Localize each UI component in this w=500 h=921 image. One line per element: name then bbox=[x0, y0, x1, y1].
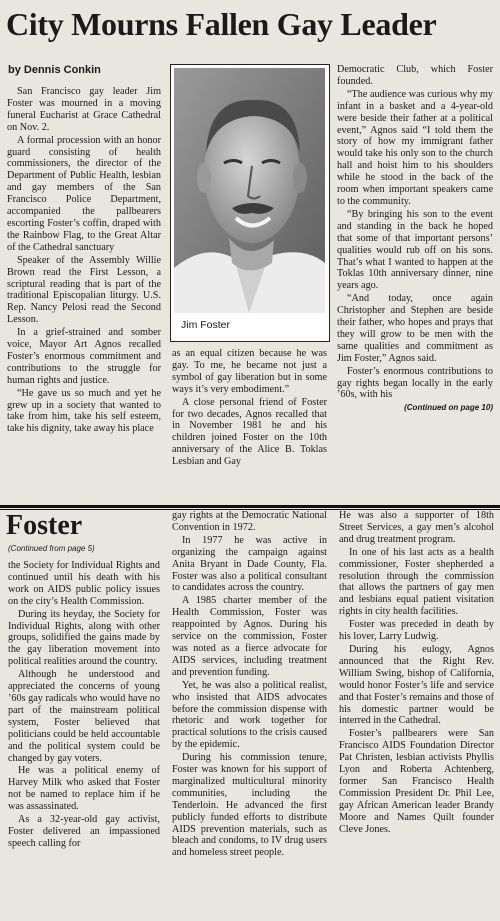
photo-frame bbox=[170, 64, 330, 342]
paragraph: A close personal friend of Foster for two decades, Agnos recalled that in November 1981 he and his children joined Foster on the 10th anniversary of the Alice B. Toklas Lesbian and Gay bbox=[172, 396, 327, 468]
paragraph: Speaker of the Assembly Willie Brown read the First Lesson, a scriptural reading that is part of the traditional Episcopalian liturgy. U.S. Rep. Nancy Pelosi read the Second Lesson. bbox=[7, 254, 161, 326]
headline: City Mourns Fallen Gay Leader bbox=[6, 6, 437, 42]
paragraph: Foster’s pallbearers were San Francisco AIDS Foundation Director Pat Christen, lesbian activists Phyllis Lyon and Roberta Achtenberg, former San Francisco Health Commission President Dr. Phil Lee, gay African American leader Brandy Moore and Names Quilt founder Cleve Jones. bbox=[339, 728, 494, 835]
paragraph: Foster was preceded in death by his lover, Larry Ludwig. bbox=[339, 619, 494, 643]
paragraph: Although he understood and appreciated the concerns of young ’60s gay radicals who would have no part of the mainstream political system, Foster believed that politicians could be held accountable and the political system could be changed by gay voters. bbox=[8, 669, 160, 764]
paragraph: A 1985 charter member of the Health Commission, Foster was reappointed by Agnos. During his service on the commission, Foster was noted as a fierce advocate for AIDS services, including treatment and prevention funding. bbox=[172, 595, 327, 678]
continued-from-note: (Continued from page 5) bbox=[8, 544, 95, 553]
paragraph: San Francisco gay leader Jim Foster was mourned in a moving funeral Eucharist at Grace Cathedral on Nov. 2. bbox=[7, 86, 161, 133]
continued-on-note: (Continued on page 10) bbox=[404, 403, 493, 413]
paragraph: A formal procession with an honor guard consisting of health commissioners, the director of the Department of Public Health, lesbian and gay members of the San Francisco Police Department, accompanied the pallbearers escorting Foster’s coffin, draped with the Rainbow Flag, to the Great Altar of the Cathedral sanctuary bbox=[7, 134, 161, 253]
continuation-column-1 bbox=[8, 560, 160, 921]
portrait-illustration bbox=[174, 68, 325, 313]
section-divider bbox=[0, 505, 500, 508]
paragraph: the Society for Individual Rights and continued until his death with his work on AIDS public policy issues on the city’s Health Commission. bbox=[8, 560, 160, 607]
paragraph: In one of his last acts as a health commissioner, Foster shepherded a resolution through the commission that allows the partners of gay men and lesbians equal patient visitation rights in city health facilities. bbox=[339, 546, 494, 618]
paragraph: “And today, once again Christopher and Stephen are beside their father, who hopes and prays that they will grow to be men with the same qualities and commitment as Jim Foster,” Agnos said. bbox=[337, 293, 493, 364]
paragraph: as an equal citizen because he was gay. To me, he became not just a symbol of gay liberation but in some ways it’s very embodiment.” bbox=[172, 348, 327, 395]
portrait-photo bbox=[174, 68, 325, 313]
paragraph: He was a political enemy of Harvey Milk who asked that Foster not be named to replace him if he was assassinated. bbox=[8, 765, 160, 813]
paragraph: During his eulogy, Agnos announced that the Right Rev. William Swing, bishop of California, would honor Foster’s life and service and that Foster’s remains and those of his domestic partner would be interred in the Cathedral. bbox=[339, 643, 494, 727]
paragraph: In 1977 he was active in organizing the campaign against Anita Bryant in Dade County, Fla. Foster was also a political consultant to candidates across the country. bbox=[172, 534, 327, 594]
paragraph: “By bringing his son to the event and standing in the back he hoped that some of that important persons’ qualities would rub off on his sons. That’s what I wanted to happen at the Toklas 10th anniversary dinner, nine years ago. bbox=[337, 208, 493, 292]
photo-caption: Jim Foster bbox=[181, 319, 231, 331]
article-column-1 bbox=[7, 86, 161, 500]
paragraph: Foster’s enormous contributions to gay rights began locally in the early ’60s, with his bbox=[337, 365, 493, 401]
byline: by Dennis Conkin bbox=[8, 64, 101, 76]
paragraph: During its heyday, the Society for Individual Rights, along with other groups, solidified the gains made by the gay liberation movement into political realities around the country. bbox=[8, 608, 160, 668]
paragraph: “The audience was curious why my infant in a basket and a 4-year-old were beside their father at a political event,” Agnos said “I told them the story of how my immigrant father would take his only son to the church hall and hoist him to his shoulders while he stood in the back of the room when important speakers came to the community. bbox=[337, 88, 493, 207]
paragraph: Yet, he was also a political realist, who insisted that AIDS advocates before the commission dispense with rhetoric and work together for practical solutions to the crisis caused by the epidemic. bbox=[172, 679, 327, 751]
paragraph: During his commission tenure, Foster was known for his support of marginalized multicultural minority communities, including the Tenderloin. He advanced the first publicly funded efforts to distribute AIDS prevention materials, such as bleach and condoms, to IV drug users and homeless street people. bbox=[172, 752, 327, 859]
paragraph: “He gave us so much and yet he grew up in a society that wanted to take from him, take his self esteem, take his dignity, take away his place bbox=[7, 387, 161, 435]
article-column-3 bbox=[337, 64, 493, 500]
paragraph: In a grief-strained and somber voice, Mayor Art Agnos recalled Foster’s enormous commitment and contributions to the struggle for human rights and justice. bbox=[7, 327, 161, 386]
article-column-2 bbox=[172, 348, 327, 502]
paragraph: He was also a supporter of 18th Street Services, a gay men’s alcohol and drug treatment program. bbox=[339, 510, 494, 545]
paragraph: gay rights at the Democratic National Convention in 1972. bbox=[172, 510, 327, 533]
paragraph: As a 32-year-old gay activist, Foster delivered an impassioned speech calling for bbox=[8, 814, 160, 849]
paragraph: Democratic Club, which Foster founded. bbox=[337, 64, 493, 87]
continuation-column-2 bbox=[172, 510, 327, 921]
continuation-column-3 bbox=[339, 510, 494, 921]
continuation-title: Foster bbox=[6, 510, 83, 541]
